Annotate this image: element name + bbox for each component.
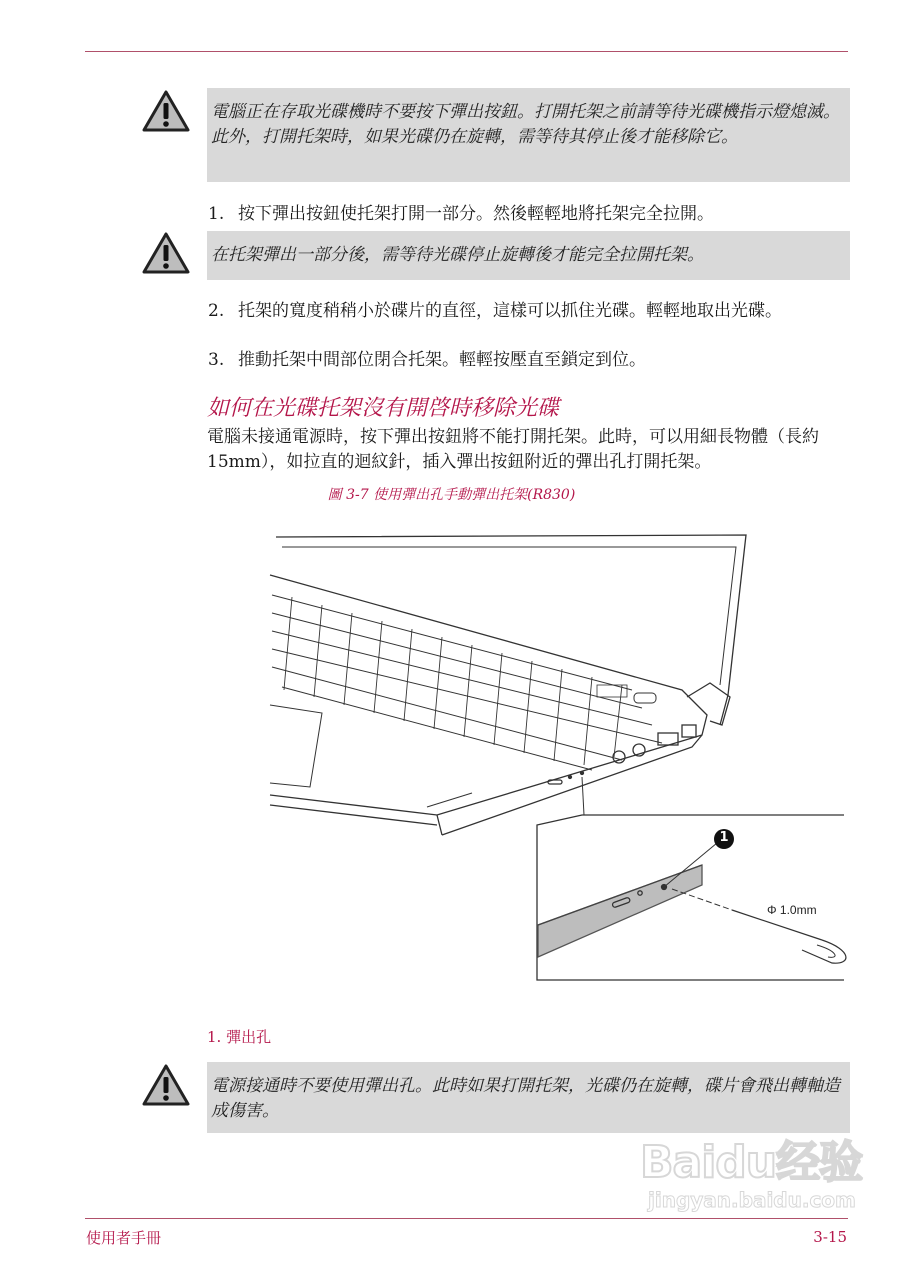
footer-rule (85, 1218, 848, 1219)
footer-title: 使用者手冊 (86, 1229, 162, 1247)
step-text: 按下彈出按鈕使托架打開一部分。然後輕輕地將托架完全拉開。 (238, 204, 714, 224)
dimension-label: Φ 1.0mm (767, 903, 817, 917)
step-number: 1. (208, 204, 225, 224)
warning-icon (141, 230, 191, 276)
warning-icon (141, 88, 191, 134)
baidu-watermark (640, 1138, 862, 1212)
callout-number: 1 (719, 830, 729, 845)
laptop-illustration (262, 525, 852, 994)
step-text: 推動托架中間部位閉合托架。輕輕按壓直至鎖定到位。 (238, 350, 646, 370)
step-item (208, 349, 828, 372)
header-rule (85, 51, 848, 52)
figure-caption: 圖 3-7 使用彈出孔手動彈出托架(R830) (327, 487, 576, 503)
step-number: 3. (208, 350, 225, 370)
step-text: 托架的寬度稍稍小於碟片的直徑，這樣可以抓住光碟。輕輕地取出光碟。 (238, 301, 782, 321)
warning-note: 電源接通時不要使用彈出孔。此時如果打開托架，光碟仍在旋轉，碟片會飛出轉軸造成傷害。 (207, 1062, 850, 1133)
step-item (208, 203, 828, 226)
warning-note: 在托架彈出一部分後，需等待光碟停止旋轉後才能完全拉開托架。 (207, 231, 850, 280)
watermark-url: jingyan.baidu.com (648, 1188, 856, 1212)
figure-legend: 1. 彈出孔 (207, 1028, 272, 1046)
step-number: 2. (208, 301, 225, 321)
watermark-logo: Baidu经验 (640, 1137, 863, 1188)
body-paragraph: 電腦未接通電源時，按下彈出按鈕將不能打開托架。此時，可以用細長物體（長約 15mm），如拉直的迴紋針，插入彈出按鈕附近的彈出孔打開托架。 (207, 427, 819, 472)
page-number: 3-15 (813, 1228, 847, 1246)
section-heading: 如何在光碟托架沒有開啓時移除光碟 (207, 396, 560, 421)
step-item (208, 300, 828, 346)
warning-note: 電腦正在存取光碟機時不要按下彈出按鈕。打開托架之前請等待光碟機指示燈熄滅。此外，打開托架時，如果光碟仍在旋轉，需等待其停止後才能移除它。 (207, 88, 850, 182)
warning-icon (141, 1062, 191, 1108)
